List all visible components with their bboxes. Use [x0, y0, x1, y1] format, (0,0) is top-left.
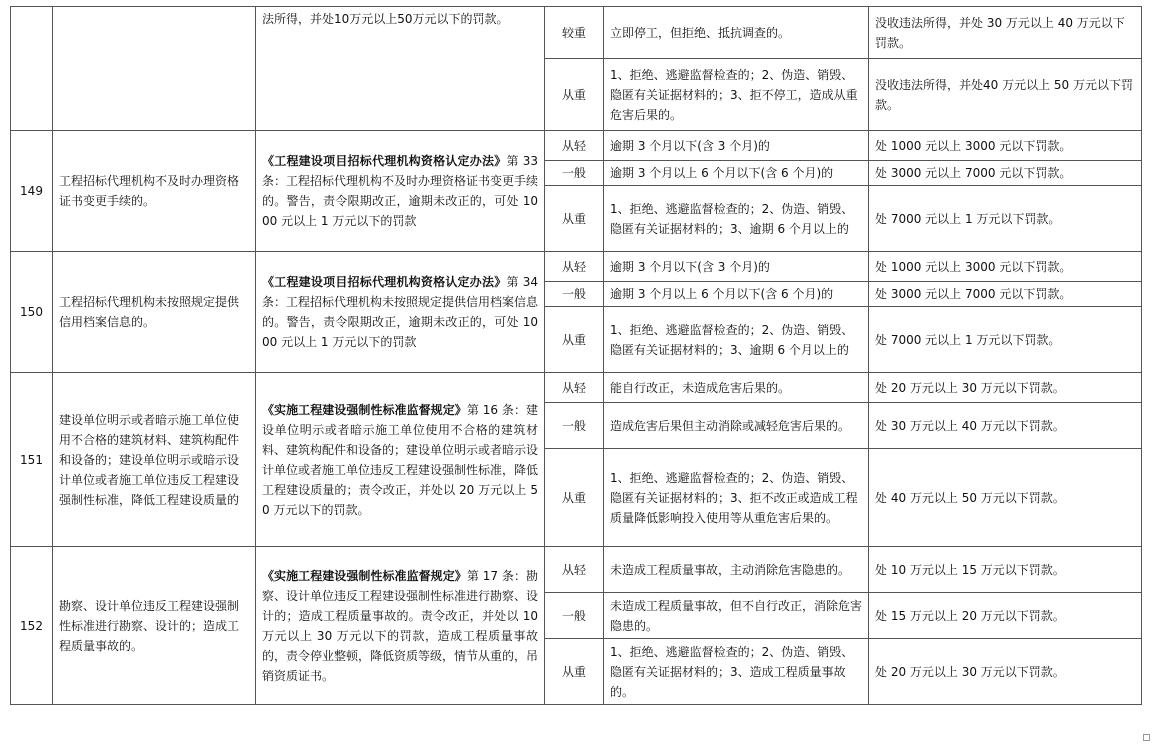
- circumstance: 逾期 3 个月以上 6 个月以下(含 6 个月)的: [604, 161, 869, 186]
- penalty-standard: 处 40 万元以上 50 万元以下罚款。: [869, 449, 1142, 547]
- penalty-standard: 处 7000 元以上 1 万元以下罚款。: [869, 186, 1142, 252]
- penalty-standard: 处 15 万元以上 20 万元以下罚款。: [869, 593, 1142, 639]
- table-row: [11, 131, 1142, 161]
- circumstance: 未造成工程质量事故，但不自行改正，消除危害隐患的。: [604, 593, 869, 639]
- penalty-standard: 处 10 万元以上 15 万元以下罚款。: [869, 547, 1142, 593]
- severity-level: 从重: [545, 186, 604, 252]
- circumstance: 逾期 3 个月以下(含 3 个月)的: [604, 131, 869, 161]
- law-title: 《工程建设项目招标代理机构资格认定办法》: [262, 275, 507, 289]
- law-text: 第 17 条：勘察、设计单位违反工程建设强制性标准进行勘察、设计的；造成工程质量事故的。责令改正，并处以 10 万元以上 30 万元以下的罚款，造成工程质量事故的，责令停业整顿，降低资质等级，情节从重的，吊销资质证书。: [262, 568, 539, 683]
- legal-basis: [256, 252, 545, 373]
- severity-level: 较重: [545, 7, 604, 59]
- table-row: [11, 373, 1142, 403]
- severity-level: 从轻: [545, 131, 604, 161]
- table-row: [11, 252, 1142, 282]
- violation-behavior: 工程招标代理机构不及时办理资格证书变更手续的。: [53, 131, 256, 252]
- circumstance: 1、拒绝、逃避监督检查的；2、伪造、销毁、隐匿有关证据材料的；3、逾期 6 个月以上的: [604, 186, 869, 252]
- circumstance: 1、拒绝、逃避监督检查的；2、伪造、销毁、隐匿有关证据材料的；3、拒不改正或造成工程质量降低影响投入使用等从重危害后果的。: [604, 449, 869, 547]
- row-number: 149: [11, 131, 53, 252]
- law-text: 第 34 条：工程招标代理机构未按照规定提供信用档案信息的。警告，责令限期改正，逾期未改正的，可处 1000 元以上 1 万元以下的罚款: [262, 275, 539, 349]
- circumstance: 1、拒绝、逃避监督检查的；2、伪造、销毁、隐匿有关证据材料的；3、造成工程质量事故的。: [604, 639, 869, 705]
- violation-behavior: [53, 7, 256, 131]
- row-number: 151: [11, 373, 53, 547]
- circumstance: 能自行改正，未造成危害后果的。: [604, 373, 869, 403]
- severity-level: 从重: [545, 307, 604, 373]
- severity-level: 从轻: [545, 547, 604, 593]
- circumstance: 立即停工，但拒绝、抵抗调查的。: [604, 7, 869, 59]
- violation-behavior: 建设单位明示或者暗示施工单位使用不合格的建筑材料、建筑构配件和设备的；建设单位明示或暗示设计单位或者施工单位违反工程建设强制性标准，降低工程建设质量的: [53, 373, 256, 547]
- circumstance: 1、拒绝、逃避监督检查的；2、伪造、销毁、隐匿有关证据材料的；3、逾期 6 个月以上的: [604, 307, 869, 373]
- legal-basis: [256, 7, 545, 131]
- circumstance: 1、拒绝、逃避监督检查的；2、伪造、销毁、隐匿有关证据材料的；3、拒不停工，造成从重危害后果的。: [604, 59, 869, 131]
- row-number: [11, 7, 53, 131]
- severity-level: 从重: [545, 59, 604, 131]
- penalty-standard: 处 20 万元以上 30 万元以下罚款。: [869, 373, 1142, 403]
- penalty-standard: 没收违法所得，并处40 万元以上 50 万元以下罚款。: [869, 59, 1142, 131]
- penalty-standard: 处 7000 元以上 1 万元以下罚款。: [869, 307, 1142, 373]
- row-number: 152: [11, 547, 53, 705]
- severity-level: 一般: [545, 161, 604, 186]
- law-text: 第 16 条：建设单位明示或者暗示施工单位使用不合格的建筑材料、建筑构配件和设备的；建设单位明示或者暗示设计单位或者施工单位违反工程建设强制性标准，降低工程建设质量的；责令改正，并处以 20 万元以上 50 万元以下的罚款。: [262, 402, 539, 517]
- law-title: 《工程建设项目招标代理机构资格认定办法》: [262, 154, 507, 168]
- severity-level: 一般: [545, 282, 604, 307]
- table-row: [11, 7, 1142, 59]
- law-title: 《实施工程建设强制性标准监督规定》: [262, 568, 467, 583]
- law-text: 法所得，并处10万元以上50万元以下的罚款。: [262, 12, 509, 26]
- severity-level: 从重: [545, 449, 604, 547]
- violation-behavior: 工程招标代理机构未按照规定提供信用档案信息的。: [53, 252, 256, 373]
- penalty-standard: 处 3000 元以上 7000 元以下罚款。: [869, 161, 1142, 186]
- severity-level: 从轻: [545, 373, 604, 403]
- penalty-standard: 处 1000 元以上 3000 元以下罚款。: [869, 131, 1142, 161]
- row-number: 150: [11, 252, 53, 373]
- paragraph-end-mark: [1143, 734, 1150, 741]
- circumstance: 未造成工程质量事故，主动消除危害隐患的。: [604, 547, 869, 593]
- severity-level: 一般: [545, 593, 604, 639]
- legal-basis: [256, 373, 545, 547]
- penalty-standard: 处 20 万元以上 30 万元以下罚款。: [869, 639, 1142, 705]
- penalty-standard: 处 30 万元以上 40 万元以下罚款。: [869, 403, 1142, 449]
- circumstance: 造成危害后果但主动消除或减轻危害后果的。: [604, 403, 869, 449]
- severity-level: 从轻: [545, 252, 604, 282]
- legal-basis: [256, 547, 545, 705]
- penalty-discretion-table: [10, 6, 1142, 705]
- severity-level: 从重: [545, 639, 604, 705]
- circumstance: 逾期 3 个月以上 6 个月以下(含 6 个月)的: [604, 282, 869, 307]
- circumstance: 逾期 3 个月以下(含 3 个月)的: [604, 252, 869, 282]
- penalty-standard: 处 3000 元以上 7000 元以下罚款。: [869, 282, 1142, 307]
- violation-behavior: 勘察、设计单位违反工程建设强制性标准进行勘察、设计的；造成工程质量事故的。: [53, 547, 256, 705]
- law-text: 第 33 条：工程招标代理机构不及时办理资格证书变更手续的。警告，责令限期改正，逾期未改正的，可处 1000 元以上 1 万元以下的罚款: [262, 154, 539, 228]
- severity-level: 一般: [545, 403, 604, 449]
- law-title: 《实施工程建设强制性标准监督规定》: [262, 402, 467, 417]
- penalty-standard: 没收违法所得，并处 30 万元以上 40 万元以下罚款。: [869, 7, 1142, 59]
- penalty-standard: 处 1000 元以上 3000 元以下罚款。: [869, 252, 1142, 282]
- legal-basis: [256, 131, 545, 252]
- table-row: [11, 547, 1142, 593]
